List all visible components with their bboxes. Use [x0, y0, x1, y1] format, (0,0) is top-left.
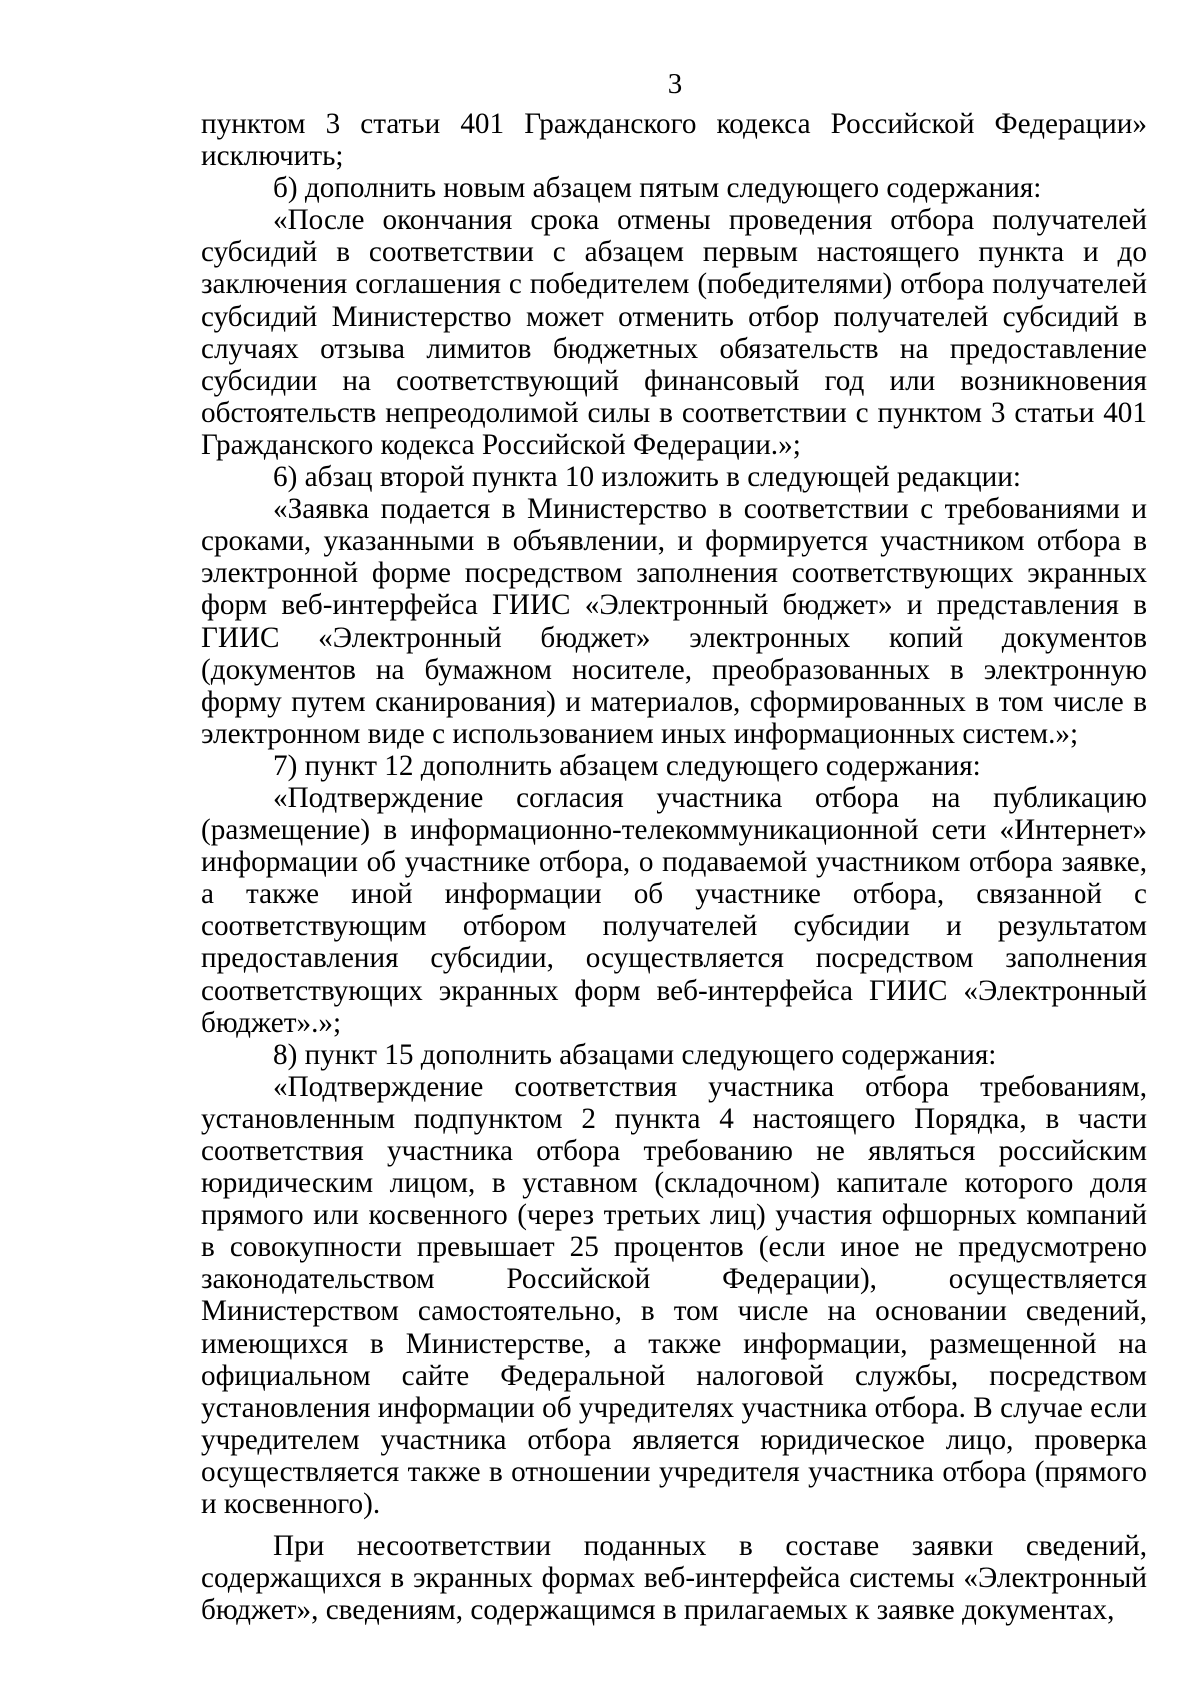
document-body	[201, 108, 1147, 1626]
paragraph-item-6: 6) абзац второй пункта 10 изложить в следующей редакции:	[273, 461, 1022, 494]
paragraph-item-b: б) дополнить новым абзацем пятым следующего содержания:	[273, 172, 1042, 205]
paragraph-quote-consent: «Подтверждение согласия участника отбора на публикацию (размещение) в информационно-телекоммуникационной сети «Интернет» информации об участнике отбора, о подаваемой участником отбора заявке, а также иной информации об участнике отбора, связанной с соответствующим отбором получателей субсидии и результатом предоставления субсидии, осуществляется посредством заполнения соответствующих экранных форм веб-интерфейса ГИИС «Электронный бюджет».»;	[201, 781, 1147, 1039]
paragraph-item-8: 8) пункт 15 дополнить абзацами следующего содержания:	[273, 1038, 997, 1071]
paragraph-continuation: пунктом 3 статьи 401 Гражданского кодекса Российской Федерации» исключить;	[201, 108, 1147, 173]
paragraph-quote-application: «Заявка подается в Министерство в соответствии с требованиями и сроками, указанными в объявлении, и формируется участником отбора в электронной форме посредством заполнения соответствующих экранных форм веб-интерфейса ГИИС «Электронный бюджет» и представления в ГИИС «Электронный бюджет» электронных копий документов (документов на бумажном носителе, преобразованных в электронную форму путем сканирования) и материалов, сформированных в том числе в электронном виде с использованием иных информационных систем.»;	[201, 493, 1147, 750]
paragraph-quote-compliance: «Подтверждение соответствия участника отбора требованиям, установленным подпунктом 2 пункта 4 настоящего Порядка, в части соответствия участника отбора требованию не являться российским юридическим лицом, в уставном (складочном) капитале которого доля прямого или косвенного (через третьих лиц) участия офшорных компаний в совокупности превышает 25 процентов (если иное не предусмотрено законодательством Российской Федерации), осуществляется Министерством самостоятельно, в том числе на основании сведений, имеющихся в Министерстве, а также информации, размещенной на официальном сайте Федеральной налоговой службы, посредством установления информации об учредителях участника отбора. В случае если учредителем участника отбора является юридическое лицо, проверка осуществляется также в отношении учредителя участника отбора (прямого и косвенного).	[201, 1070, 1147, 1521]
page-number: 3	[667, 68, 683, 100]
paragraph-item-7: 7) пункт 12 дополнить абзацем следующего содержания:	[273, 749, 981, 782]
paragraph-quote-selection-cancel: «После окончания срока отмены проведения отбора получателей субсидий в соответствии с абзацем первым настоящего пункта и до заключения соглашения с победителем (победителями) отбора получателей субсидий Министерство может отменить отбор получателей субсидий в случаях отзыва лимитов бюджетных обязательств на предоставление субсидии на соответствующий финансовый год или возникновения обстоятельств непреодолимой силы в соответствии с пунктом 3 статьи 401 Гражданского кодекса Российской Федерации.»;	[201, 204, 1147, 461]
paragraph-mismatch: При несоответствии поданных в составе заявки сведений, содержащихся в экранных формах веб-интерфейса системы «Электронный бюджет», сведениям, содержащимся в прилагаемых к заявке документах,	[201, 1530, 1147, 1627]
